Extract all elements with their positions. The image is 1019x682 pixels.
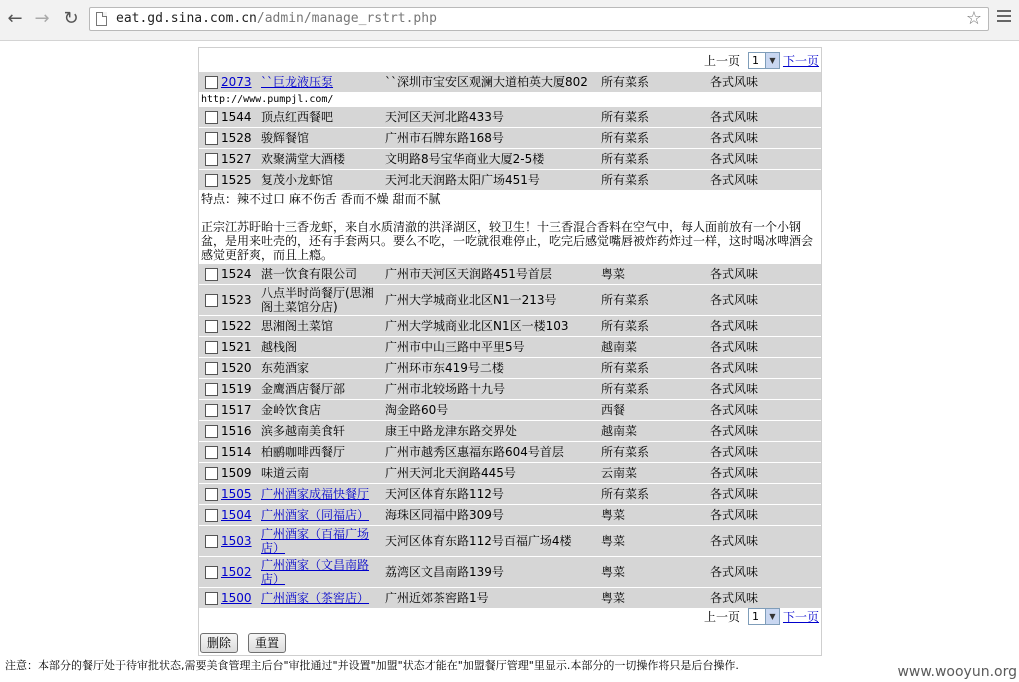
note-feature-line: 特点：辣不过口 麻不伤舌 香而不燥 甜而不腻 bbox=[201, 192, 441, 206]
restaurant-name[interactable]: 广州酒家成福快餐厅 bbox=[261, 487, 370, 501]
reset-button[interactable]: 重置 bbox=[248, 633, 286, 653]
row-checkbox[interactable] bbox=[205, 362, 218, 375]
restaurant-flavor: 各式风味 bbox=[708, 107, 821, 128]
table-row bbox=[199, 557, 821, 588]
restaurant-cuisine: 所有菜系 bbox=[599, 285, 708, 316]
restaurant-name: 湛一饮食有限公司 bbox=[261, 267, 358, 281]
note-url: http://www.pumpjl.com/ bbox=[199, 93, 821, 107]
page-select[interactable]: 1 ▼ bbox=[748, 608, 780, 625]
restaurant-address: 广州市北较场路十九号 bbox=[383, 379, 599, 400]
table-row bbox=[199, 170, 821, 191]
row-checkbox[interactable] bbox=[205, 535, 218, 548]
restaurant-name[interactable]: 广州酒家（同福店） bbox=[261, 508, 370, 522]
row-id[interactable]: 1504 bbox=[221, 508, 252, 522]
address-bar[interactable] bbox=[89, 7, 989, 31]
restaurant-cuisine: 西餐 bbox=[599, 400, 708, 421]
restaurant-cuisine: 所有菜系 bbox=[599, 72, 708, 93]
row-id: 1523 bbox=[221, 293, 252, 307]
table-row bbox=[199, 128, 821, 149]
restaurant-address: 广州天河北天润路445号 bbox=[383, 463, 599, 484]
row-id: 1544 bbox=[221, 110, 252, 124]
restaurant-address: 广州市中山三路中平里5号 bbox=[383, 337, 599, 358]
prev-page-label: 上一页 bbox=[703, 609, 740, 624]
row-id: 1519 bbox=[221, 382, 252, 396]
row-checkbox[interactable] bbox=[205, 383, 218, 396]
restaurant-address: 天河区体育东路112号 bbox=[383, 484, 599, 505]
restaurant-flavor: 各式风味 bbox=[708, 557, 821, 588]
chevron-down-icon[interactable]: ▼ bbox=[765, 53, 779, 68]
restaurant-flavor: 各式风味 bbox=[708, 337, 821, 358]
row-checkbox[interactable] bbox=[205, 467, 218, 480]
table-row bbox=[199, 72, 821, 93]
restaurant-address: 康王中路龙津东路交界处 bbox=[383, 421, 599, 442]
restaurant-flavor: 各式风味 bbox=[708, 421, 821, 442]
row-checkbox[interactable] bbox=[205, 174, 218, 187]
row-checkbox[interactable] bbox=[205, 404, 218, 417]
prev-page-label: 上一页 bbox=[703, 53, 740, 68]
restaurant-cuisine: 所有菜系 bbox=[599, 107, 708, 128]
row-id[interactable]: 1503 bbox=[221, 534, 252, 548]
page-icon bbox=[96, 12, 107, 26]
restaurant-address: 广州市石牌东路168号 bbox=[383, 128, 599, 149]
restaurant-address: 广州市天河区天润路451号首层 bbox=[383, 264, 599, 285]
restaurant-cuisine: 粤菜 bbox=[599, 505, 708, 526]
restaurant-flavor: 各式风味 bbox=[708, 526, 821, 557]
forward-arrow-icon[interactable]: → bbox=[34, 8, 50, 29]
row-checkbox[interactable] bbox=[205, 111, 218, 124]
next-page-link[interactable]: 下一页 bbox=[782, 53, 819, 68]
restaurant-name: 味道云南 bbox=[261, 466, 310, 480]
table-row bbox=[199, 358, 821, 379]
row-id: 1516 bbox=[221, 424, 252, 438]
row-id: 1527 bbox=[221, 152, 252, 166]
table-row bbox=[199, 484, 821, 505]
restaurant-cuisine: 所有菜系 bbox=[599, 358, 708, 379]
restaurant-name: 柏鹂咖啡西餐厅 bbox=[261, 445, 346, 459]
row-note bbox=[199, 93, 821, 107]
table-row bbox=[199, 442, 821, 463]
restaurant-name: 思湘阁土菜馆 bbox=[261, 319, 334, 333]
table-row bbox=[199, 264, 821, 285]
restaurant-cuisine: 所有菜系 bbox=[599, 442, 708, 463]
table-row bbox=[199, 463, 821, 484]
row-id: 1528 bbox=[221, 131, 252, 145]
table-row bbox=[199, 107, 821, 128]
row-id[interactable]: 1505 bbox=[221, 487, 252, 501]
table-row bbox=[199, 379, 821, 400]
restaurant-name: 金鹰酒店餐厅部 bbox=[261, 382, 346, 396]
restaurant-cuisine: 粤菜 bbox=[599, 588, 708, 609]
restaurant-flavor: 各式风味 bbox=[708, 484, 821, 505]
restaurant-flavor: 各式风味 bbox=[708, 285, 821, 316]
row-id: 1521 bbox=[221, 340, 252, 354]
action-buttons bbox=[200, 633, 296, 653]
row-checkbox[interactable] bbox=[205, 320, 218, 333]
restaurant-cuisine: 所有菜系 bbox=[599, 149, 708, 170]
restaurant-cuisine: 粤菜 bbox=[599, 557, 708, 588]
restaurant-address: 广州大学城商业北区N1区一楼103 bbox=[383, 316, 599, 337]
restaurant-name: 滨多越南美食轩 bbox=[261, 424, 346, 438]
restaurant-cuisine: 所有菜系 bbox=[599, 316, 708, 337]
row-checkbox[interactable] bbox=[205, 509, 218, 522]
restaurant-address: 广州环市东419号二楼 bbox=[383, 358, 599, 379]
browser-toolbar bbox=[0, 0, 1019, 41]
row-id: 1514 bbox=[221, 445, 252, 459]
pager-top bbox=[704, 50, 819, 70]
row-id[interactable]: 1502 bbox=[221, 565, 252, 579]
restaurant-name[interactable]: 广州酒家（百福广场店） bbox=[261, 527, 370, 555]
restaurant-address: 海珠区同福中路309号 bbox=[383, 505, 599, 526]
restaurant-cuisine: 所有菜系 bbox=[599, 379, 708, 400]
restaurant-address: 天河北天润路太阳广场451号 bbox=[383, 170, 599, 191]
table-row bbox=[199, 316, 821, 337]
restaurant-address: 天河区天河北路433号 bbox=[383, 107, 599, 128]
row-checkbox[interactable] bbox=[205, 76, 218, 89]
restaurant-flavor: 各式风味 bbox=[708, 264, 821, 285]
page-select[interactable]: 1 ▼ bbox=[748, 52, 780, 69]
table-row bbox=[199, 149, 821, 170]
back-arrow-icon[interactable]: ← bbox=[7, 8, 23, 29]
restaurant-flavor: 各式风味 bbox=[708, 128, 821, 149]
row-checkbox[interactable] bbox=[205, 153, 218, 166]
restaurant-cuisine: 越南菜 bbox=[599, 337, 708, 358]
restaurant-cuisine: 所有菜系 bbox=[599, 170, 708, 191]
menu-icon[interactable] bbox=[997, 10, 1011, 25]
restaurant-flavor: 各式风味 bbox=[708, 505, 821, 526]
restaurant-cuisine: 所有菜系 bbox=[599, 484, 708, 505]
table-row bbox=[199, 421, 821, 442]
pager-bottom bbox=[704, 606, 819, 626]
restaurant-flavor: 各式风味 bbox=[708, 72, 821, 93]
restaurant-flavor: 各式风味 bbox=[708, 400, 821, 421]
row-id: 1509 bbox=[221, 466, 252, 480]
restaurant-address: 广州市越秀区惠福东路604号首层 bbox=[383, 442, 599, 463]
restaurant-flavor: 各式风味 bbox=[708, 588, 821, 609]
table-row bbox=[199, 285, 821, 316]
row-checkbox[interactable] bbox=[205, 566, 218, 579]
restaurant-address: ``深圳市宝安区观澜大道柏英大厦802 bbox=[383, 72, 599, 93]
next-page-link[interactable]: 下一页 bbox=[782, 609, 819, 624]
note-feature-body: 正宗江苏盱眙十三香龙虾，来自水质清澈的洪泽湖区，较卫生！十三香混合香料在空气中，每人面前放有一个小钢盆，是用来吐壳的，还有手套两只。要么不吃，一吃就很难停止，吃完后感觉嘴唇被炸药炸过一样，这时喝冰啤酒会感觉更舒爽，而且上瘾。 bbox=[201, 220, 814, 262]
row-id: 1524 bbox=[221, 267, 252, 281]
table-row bbox=[199, 400, 821, 421]
restaurant-name: 越栈阁 bbox=[261, 340, 298, 354]
restaurant-flavor: 各式风味 bbox=[708, 170, 821, 191]
row-checkbox[interactable] bbox=[205, 592, 218, 605]
restaurant-cuisine: 越南菜 bbox=[599, 421, 708, 442]
row-id[interactable]: 2073 bbox=[221, 75, 252, 89]
row-checkbox[interactable] bbox=[205, 488, 218, 501]
restaurant-address: 天河区体育东路112号百福广场4楼 bbox=[383, 526, 599, 557]
row-checkbox[interactable] bbox=[205, 132, 218, 145]
restaurant-name: 欢聚满堂大酒楼 bbox=[261, 152, 346, 166]
row-checkbox[interactable] bbox=[205, 294, 218, 307]
watermark: www.wooyun.org bbox=[897, 664, 1017, 680]
restaurant-flavor: 各式风味 bbox=[708, 149, 821, 170]
row-note bbox=[199, 191, 821, 264]
restaurant-name: 东苑酒家 bbox=[261, 361, 310, 375]
chevron-down-icon[interactable]: ▼ bbox=[765, 609, 779, 624]
restaurant-cuisine: 粤菜 bbox=[599, 526, 708, 557]
footnote: 注意：本部分的餐厅处于待审批状态,需要美食管理主后台"审批通过"并设置"加盟"状态才能在"加盟餐厅管理"里显示.本部分的一切操作将只是后台操作. bbox=[5, 659, 739, 672]
table-row bbox=[199, 526, 821, 557]
row-id: 1517 bbox=[221, 403, 252, 417]
restaurant-address: 广州大学城商业北区N1一213号 bbox=[383, 285, 599, 316]
bookmark-star-icon[interactable]: ☆ bbox=[965, 8, 982, 29]
restaurant-flavor: 各式风味 bbox=[708, 442, 821, 463]
row-id[interactable]: 1500 bbox=[221, 591, 252, 605]
restaurant-name: 复茂小龙虾馆 bbox=[261, 173, 334, 187]
row-id: 1522 bbox=[221, 319, 252, 333]
restaurant-name[interactable]: 广州酒家（茶窖店） bbox=[261, 591, 370, 605]
restaurant-flavor: 各式风味 bbox=[708, 463, 821, 484]
restaurant-address: 淘金路60号 bbox=[383, 400, 599, 421]
restaurant-flavor: 各式风味 bbox=[708, 316, 821, 337]
table-row bbox=[199, 505, 821, 526]
row-checkbox[interactable] bbox=[205, 268, 218, 281]
restaurant-flavor: 各式风味 bbox=[708, 379, 821, 400]
row-checkbox[interactable] bbox=[205, 341, 218, 354]
row-checkbox[interactable] bbox=[205, 425, 218, 438]
reload-icon[interactable]: ↻ bbox=[63, 8, 79, 29]
restaurant-cuisine: 云南菜 bbox=[599, 463, 708, 484]
restaurant-address: 广州近郊茶窖路1号 bbox=[383, 588, 599, 609]
restaurant-name: 金岭饮食店 bbox=[261, 403, 322, 417]
delete-button[interactable]: 删除 bbox=[200, 633, 238, 653]
restaurant-name: 八点半时尚餐厅(思湘阁土菜馆分店) bbox=[261, 286, 374, 314]
restaurant-list-panel bbox=[198, 47, 822, 656]
restaurant-cuisine: 所有菜系 bbox=[599, 128, 708, 149]
row-id: 1520 bbox=[221, 361, 252, 375]
restaurant-flavor: 各式风味 bbox=[708, 358, 821, 379]
restaurant-cuisine: 粤菜 bbox=[599, 264, 708, 285]
restaurant-table bbox=[199, 72, 821, 609]
restaurant-name: 骏辉餐馆 bbox=[261, 131, 310, 145]
restaurant-address: 荔湾区文昌南路139号 bbox=[383, 557, 599, 588]
row-id: 1525 bbox=[221, 173, 252, 187]
url-text[interactable]: eat.gd.sina.com.cn/admin/manage_rstrt.php bbox=[116, 11, 437, 26]
table-row bbox=[199, 337, 821, 358]
restaurant-name[interactable]: 广州酒家（文昌南路店） bbox=[261, 558, 370, 586]
restaurant-name[interactable]: ``巨龙液压泵 bbox=[261, 75, 334, 89]
restaurant-address: 文明路8号宝华商业大厦2-5楼 bbox=[383, 149, 599, 170]
row-checkbox[interactable] bbox=[205, 446, 218, 459]
restaurant-name: 顶点红西餐吧 bbox=[261, 110, 334, 124]
